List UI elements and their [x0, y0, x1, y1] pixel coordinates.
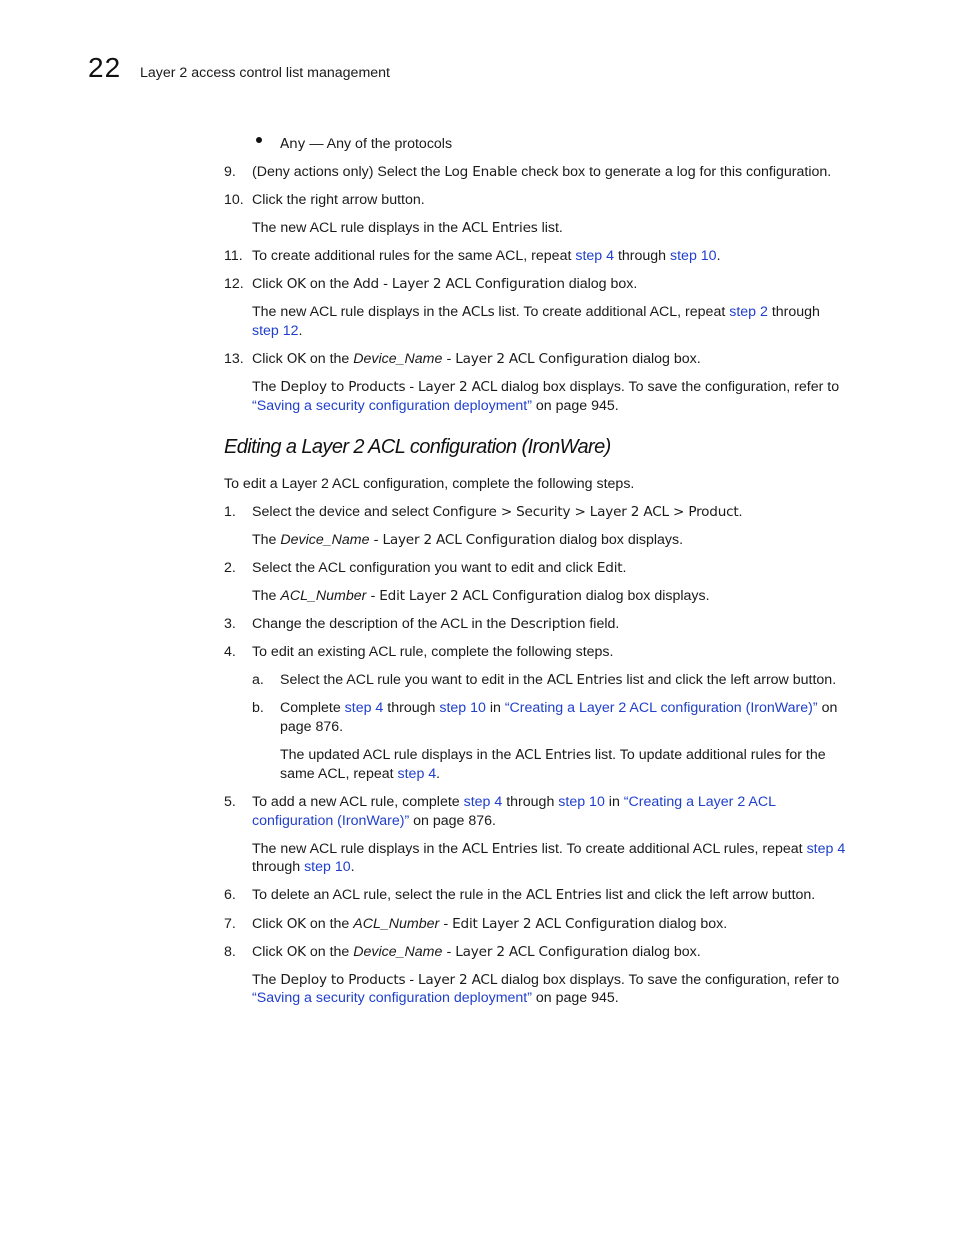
- edit-step-8: Click OK on the Device_Name - Layer 2 ACL Configuration dialog box.: [252, 944, 701, 960]
- edit-step-3: Change the description of the ACL in the Description field.: [252, 616, 620, 632]
- step-number: 7.: [224, 916, 236, 932]
- edit-step-8-note-cont: “Saving a security configuration deployment” on page 945.: [252, 990, 619, 1006]
- step-10-note: The new ACL rule displays in the ACL Entries list.: [252, 220, 563, 236]
- substep-letter: b.: [252, 700, 264, 716]
- step-12: Click OK on the Add - Layer 2 ACL Configuration dialog box.: [252, 276, 638, 292]
- edit-step-5: To add a new ACL rule, complete step 4 through step 10 in “Creating a Layer 2 ACL: [252, 794, 776, 810]
- step-9: (Deny actions only) Select the Log Enable check box to generate a log for this configuration.: [252, 164, 832, 180]
- cross-reference-link[interactable]: “Saving a security configuration deployment”: [252, 398, 532, 414]
- step-12-note: The new ACL rule displays in the ACLs list. To create additional ACL, repeat step 2 through: [252, 304, 820, 320]
- section-intro: To edit a Layer 2 ACL configuration, complete the following steps.: [224, 476, 635, 492]
- edit-step-4b: Complete step 4 through step 10 in “Creating a Layer 2 ACL configuration (IronWare)” on: [280, 700, 838, 716]
- step-link[interactable]: step 2: [729, 304, 768, 320]
- substep-letter: a.: [252, 672, 264, 688]
- step-13-note: The Deploy to Products - Layer 2 ACL dialog box displays. To save the configuration, refer to: [252, 379, 840, 395]
- step-number: 6.: [224, 887, 236, 903]
- cross-reference-link[interactable]: “Creating a Layer 2 ACL: [623, 794, 776, 810]
- edit-step-4b-cont: page 876.: [280, 719, 344, 735]
- cross-reference-link[interactable]: configuration (IronWare)”: [252, 813, 410, 829]
- step-number: 13.: [224, 351, 244, 367]
- cross-reference-link[interactable]: “Saving a security configuration deployment”: [252, 990, 532, 1006]
- step-13: Click OK on the Device_Name - Layer 2 ACL Configuration dialog box.: [252, 351, 701, 367]
- step-number: 4.: [224, 644, 236, 660]
- step-number: 3.: [224, 616, 236, 632]
- cross-reference-link[interactable]: “Creating a Layer 2 ACL configuration (IronWare)”: [504, 700, 818, 716]
- edit-step-6: To delete an ACL rule, select the rule in the ACL Entries list and click the left arrow button.: [252, 887, 816, 903]
- chapter-title: Layer 2 access control list management: [140, 65, 390, 81]
- edit-step-5-note-cont: through step 10.: [252, 859, 355, 875]
- step-link[interactable]: step 4: [397, 766, 437, 782]
- step-link[interactable]: step 4: [463, 794, 503, 810]
- edit-step-4a: Select the ACL rule you want to edit in the ACL Entries list and click the left arrow button.: [280, 672, 837, 688]
- edit-step-1-note: The Device_Name - Layer 2 ACL Configuration dialog box displays.: [252, 532, 684, 548]
- edit-step-5-note: The new ACL rule displays in the ACL Entries list. To create additional ACL rules, repeat step 4: [252, 841, 846, 857]
- step-link[interactable]: step 12: [252, 323, 299, 339]
- step-link[interactable]: step 10: [670, 248, 717, 264]
- step-link[interactable]: step 4: [575, 248, 614, 264]
- step-number: 1.: [224, 504, 236, 520]
- edit-step-4b-note: The updated ACL rule displays in the ACL Entries list. To update additional rules for the: [280, 747, 826, 763]
- bullet-dot: [256, 137, 262, 143]
- edit-step-7: Click OK on the ACL_Number - Edit Layer 2 ACL Configuration dialog box.: [252, 916, 728, 932]
- step-12-note-cont: step 12.: [252, 323, 303, 339]
- step-number: 10.: [224, 192, 244, 208]
- section-heading: Editing a Layer 2 ACL configuration (IronWare): [224, 436, 611, 458]
- step-number: 11.: [224, 248, 243, 264]
- step-10: Click the right arrow button.: [252, 192, 425, 208]
- edit-step-4b-note-cont: same ACL, repeat step 4.: [280, 766, 441, 782]
- edit-step-4: To edit an existing ACL rule, complete the following steps.: [252, 644, 614, 660]
- bullet-any: Any — Any of the protocols: [280, 136, 453, 152]
- edit-step-5-cont: configuration (IronWare)” on page 876.: [252, 813, 496, 829]
- step-number: 5.: [224, 794, 236, 810]
- step-number: 8.: [224, 944, 236, 960]
- edit-step-8-note: The Deploy to Products - Layer 2 ACL dialog box displays. To save the configuration, refer to: [252, 972, 840, 988]
- step-13-note-cont: “Saving a security configuration deployment” on page 945.: [252, 398, 619, 414]
- step-number: 12.: [224, 276, 244, 292]
- step-link[interactable]: step 10: [558, 794, 605, 810]
- step-number: 9.: [224, 164, 236, 180]
- step-link[interactable]: step 10: [439, 700, 486, 716]
- edit-step-2-note: The ACL_Number - Edit Layer 2 ACL Configuration dialog box displays.: [252, 588, 710, 604]
- step-link[interactable]: step 10: [304, 859, 351, 875]
- chapter-number: 22: [88, 52, 122, 83]
- step-link[interactable]: step 4: [806, 841, 846, 857]
- edit-step-2: Select the ACL configuration you want to edit and click Edit.: [252, 560, 627, 576]
- edit-step-1: Select the device and select Configure > Security > Layer 2 ACL > Product.: [252, 504, 743, 520]
- step-11: To create additional rules for the same ACL, repeat step 4 through step 10.: [252, 248, 721, 264]
- step-link[interactable]: step 4: [344, 700, 384, 716]
- step-number: 2.: [224, 560, 236, 576]
